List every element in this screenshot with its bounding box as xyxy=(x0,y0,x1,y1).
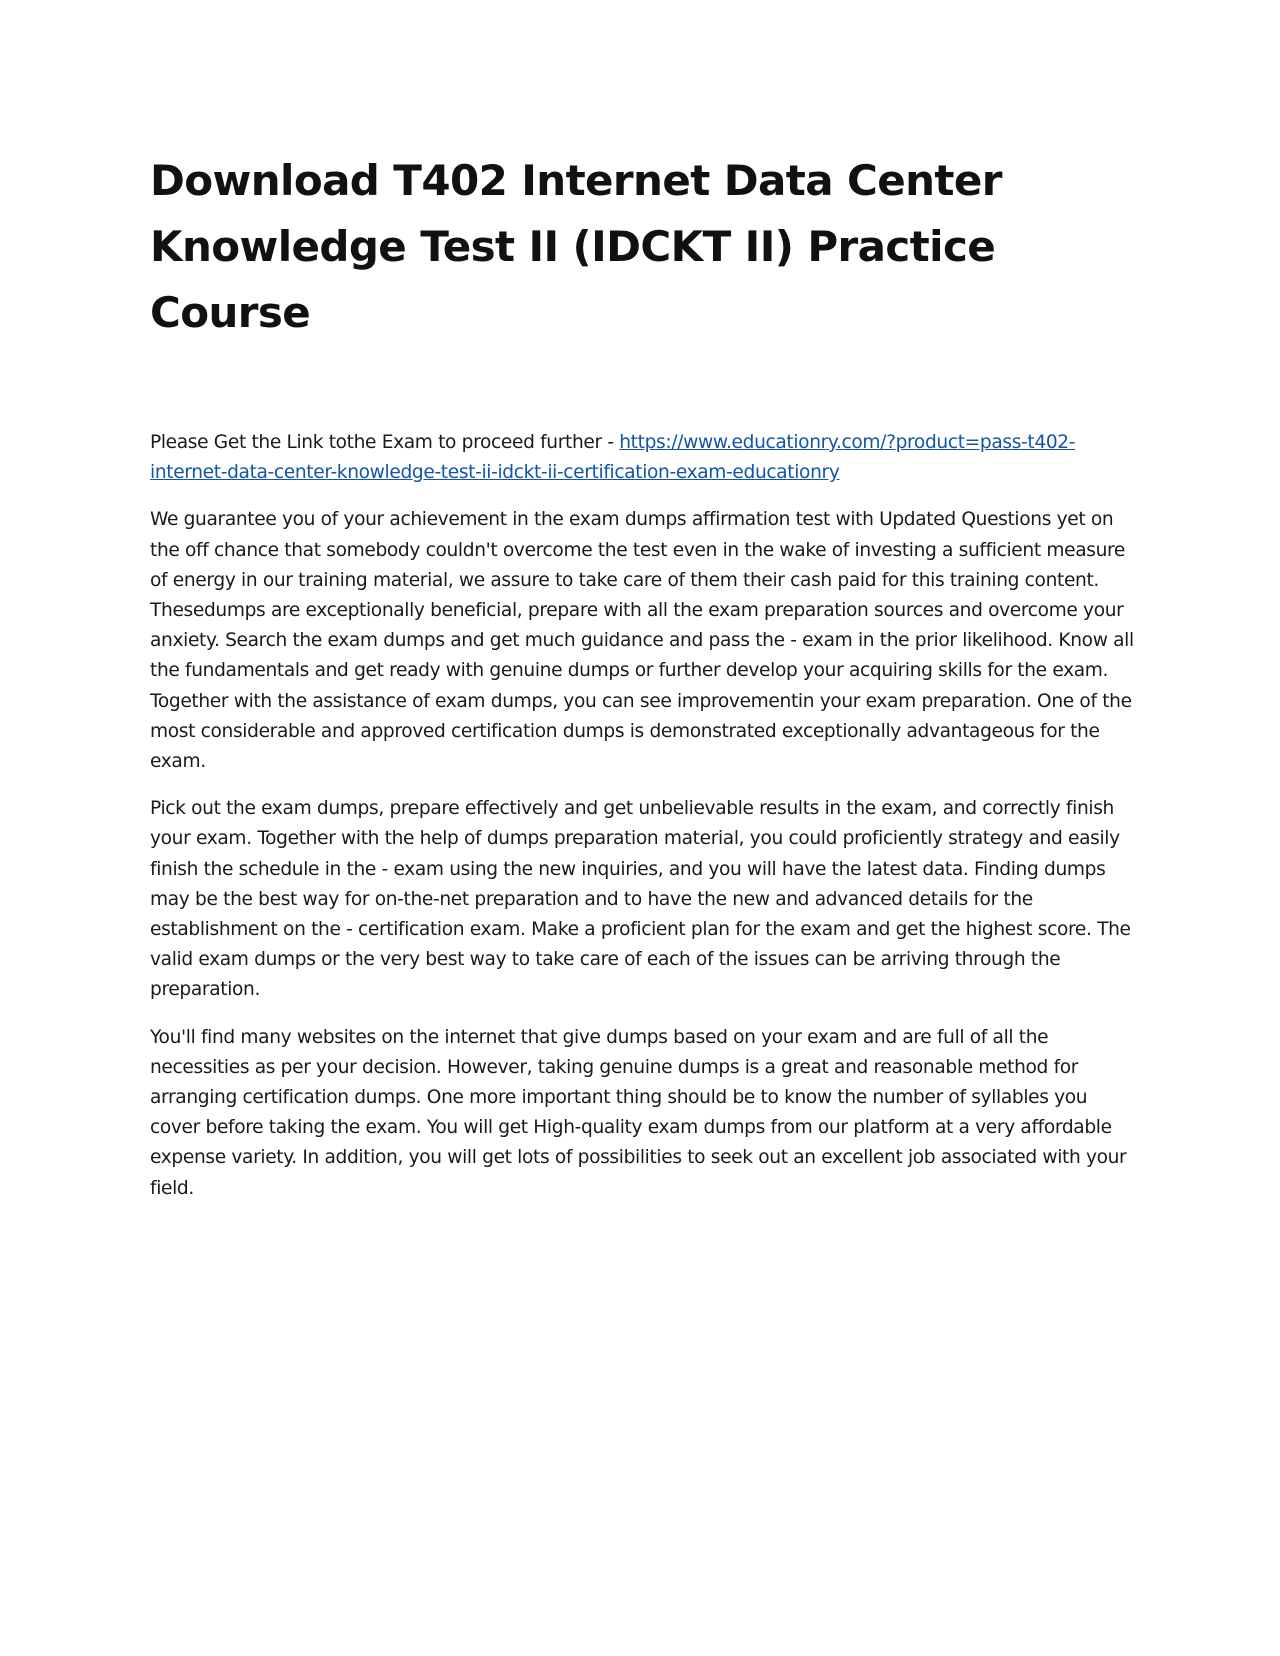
body-paragraph-2: Pick out the exam dumps, prepare effectively and get unbelievable results in the exam, and correctly finish your exam. Together with the help of dumps preparation material, you could proficiently strategy and easily finish the schedule in the - exam using the new inquiries, and you will have the latest data. Finding dumps may be the best way for on-the-net preparation and to have the new and advanced details for the establishment on the - certification exam. Make a proficient plan for the exam and get the highest score. The valid exam dumps or the very best way to take care of each of the issues can be arriving through the preparation. xyxy=(150,798,1131,1001)
body-paragraph-1: We guarantee you of your achievement in the exam dumps affirmation test with Updated Questions yet on the off chance that somebody couldn't overcome the test even in the wake of investing a sufficient measure of energy in our training material, we assure to take care of them their cash paid for this training content. Thesedumps are exceptionally beneficial, prepare with all the exam preparation sources and overcome your anxiety. Search the exam dumps and get much guidance and pass the - exam in the prior likelihood. Know all the fundamentals and get ready with genuine dumps or further develop your acquiring skills for the exam. Together with the assistance of exam dumps, you can see improvementin your exam preparation. One of the most considerable and approved certification dumps is demonstrated exceptionally advantageous for the exam. xyxy=(150,509,1134,773)
exam-link[interactable]: https://www.educationry.com/?product=pass-t402-internet-data-center-knowledge-test-ii-idckt-ii-certification-exam-educationry xyxy=(150,432,1076,484)
document-body xyxy=(150,428,1140,1221)
body-paragraph-3: You'll find many websites on the internet that give dumps based on your exam and are full of all the necessities as per your decision. However, taking genuine dumps is a great and reasonable method for arranging certification dumps. One more important thing should be to know the number of syllables you cover before taking the exam. You will get High-quality exam dumps from our platform at a very affordable expense variety. In addition, you will get lots of possibilities to seek out an excellent job associated with your field. xyxy=(150,1026,1127,1199)
intro-paragraph xyxy=(150,428,1140,488)
intro-text: Please Get the Link tothe Exam to proceed further - xyxy=(150,432,620,453)
document-title: Download T402 Internet Data Center Knowledge Test II (IDCKT II) Practice Course xyxy=(150,156,1002,337)
